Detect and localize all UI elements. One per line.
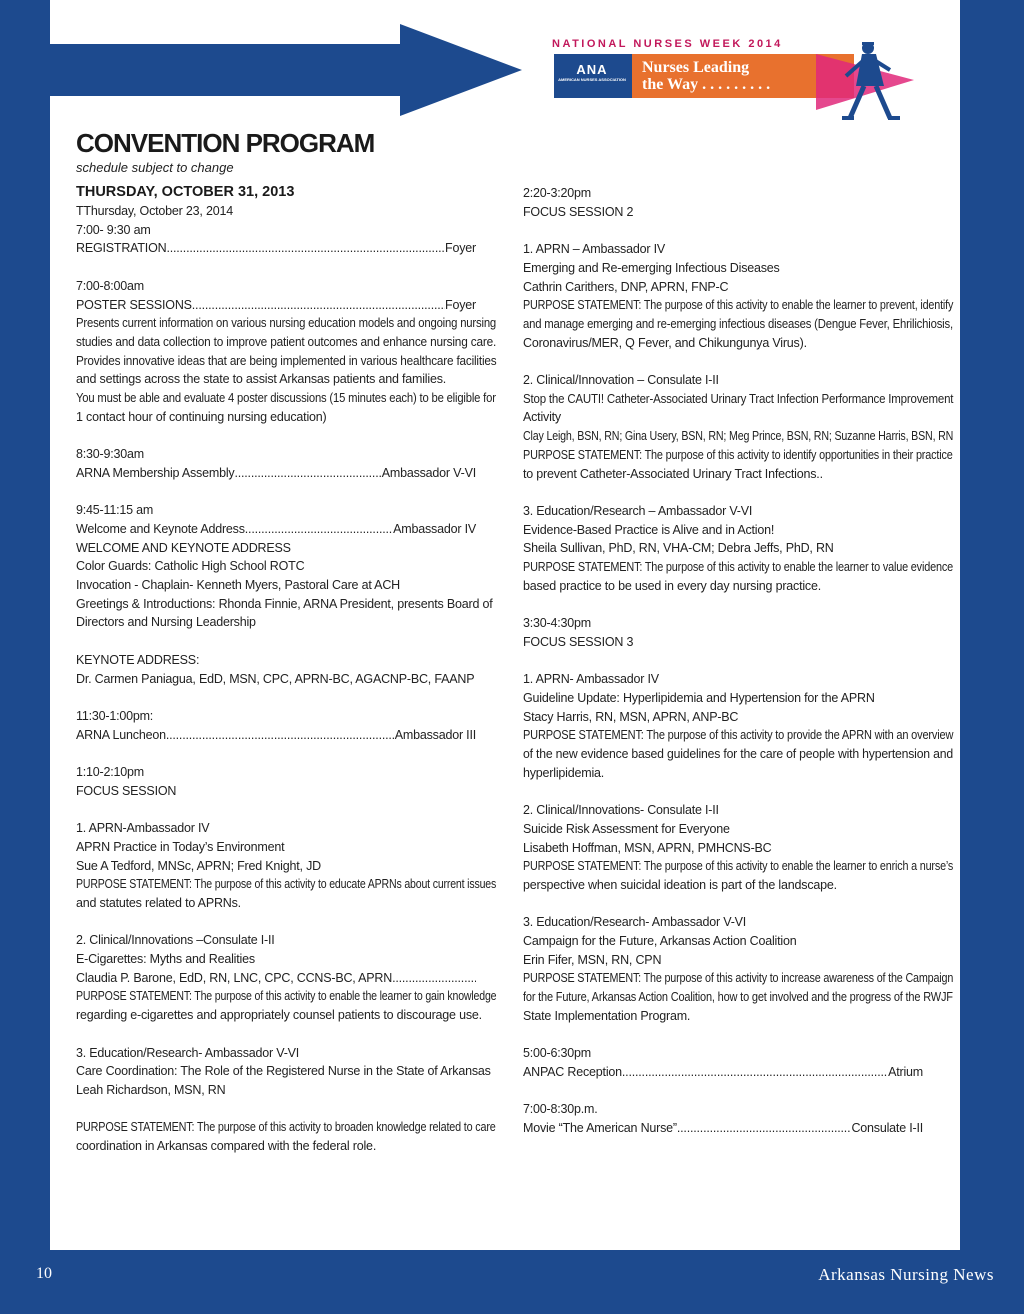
schedule-line: Leah Richardson, MSN, RN: [76, 1082, 226, 1097]
schedule-line: 2. Clinical/Innovations- Consulate I-II: [523, 803, 719, 818]
schedule-line: studies and data collection to improve patient outcomes and enhance nursing care.: [76, 334, 497, 349]
schedule-line: Cathrin Carithers, DNP, APRN, FNP-C: [523, 279, 729, 294]
schedule-line: PURPOSE STATEMENT: The purpose of this activity to educate APRNs about current issues: [76, 877, 497, 892]
day-heading: THURSDAY, OCTOBER 31, 2013: [76, 184, 295, 200]
schedule-line-text: Movie “The American Nurse”: [523, 1121, 677, 1135]
schedule-line: 7:00-8:00am: [76, 278, 144, 293]
schedule-line: Presents current information on various nursing education models and ongoing nursing: [76, 316, 497, 331]
schedule-line: [523, 1119, 953, 1137]
schedule-line-text: Welcome and Keynote Address: [76, 521, 245, 536]
schedule-location: Ambassador V-VI: [381, 465, 476, 480]
schedule-line: for the Future, Arkansas Action Coalition, how to get involved and the progress of the RWJF: [523, 990, 953, 1005]
dot-leader: [234, 464, 381, 482]
schedule-line: PURPOSE STATEMENT: The purpose of this activity to provide the APRN with an overview: [523, 728, 954, 743]
ana-logo: [554, 54, 630, 98]
schedule-line: PURPOSE STATEMENT: The purpose of this activity to enable the learner to prevent, identify: [523, 298, 954, 313]
page-subtitle: schedule subject to change: [76, 160, 234, 175]
schedule-line: to prevent Catheter-Associated Urinary Tract Infections..: [523, 466, 823, 481]
schedule-line: Suicide Risk Assessment for Everyone: [523, 821, 730, 836]
nurses-week-banner: [548, 34, 928, 124]
schedule-location: Atrium: [888, 1064, 923, 1079]
schedule-line: Dr. Carmen Paniagua, EdD, MSN, CPC, APRN-BC, AGACNP-BC, FAANP: [76, 671, 475, 686]
schedule-line: Lisabeth Hoffman, MSN, APRN, PMHCNS-BC: [523, 840, 772, 855]
dot-leader: [677, 1119, 852, 1137]
page-title: CONVENTION PROGRAM: [76, 128, 375, 158]
schedule-line: FOCUS SESSION 3: [523, 634, 634, 649]
schedule-line: 3. Education/Research- Ambassador V-VI: [76, 1045, 300, 1060]
schedule-line: PURPOSE STATEMENT: The purpose of this activity to enable the learner to enrich a nurse’s: [523, 859, 954, 874]
schedule-line: E-Cigarettes: Myths and Realities: [76, 952, 255, 966]
schedule-location: Consulate I-II: [851, 1121, 923, 1135]
schedule-line: 7:00- 9:30 am: [76, 222, 151, 237]
ana-logo-mark: ANA: [576, 62, 608, 77]
schedule-line-text: Claudia P. Barone, EdD, RN, LNC, CPC, CCNS-BC, APRN: [76, 970, 393, 985]
schedule-line-text: REGISTRATION: [76, 241, 167, 256]
schedule-line: regarding e-cigarettes and appropriately counsel patients to discourage use.: [76, 1008, 482, 1023]
schedule-line: [76, 726, 496, 744]
schedule-line: 9:45-11:15 am: [76, 503, 154, 518]
schedule-line: 1. APRN- Ambassador IV: [523, 672, 659, 687]
schedule-line: FOCUS SESSION 2: [523, 204, 634, 219]
schedule-line: Activity: [523, 410, 561, 425]
schedule-line: [76, 520, 496, 538]
schedule-line: coordination in Arkansas compared with the federal role.: [76, 1139, 377, 1153]
ana-logo-subtext: AMERICAN NURSES ASSOCIATION: [558, 77, 626, 82]
schedule-line-text: ARNA Luncheon: [76, 727, 166, 742]
dot-leader: [166, 726, 395, 744]
schedule-location: Ambassador III: [394, 727, 476, 742]
dot-leader: [166, 239, 445, 257]
schedule-line: and settings across the state to assist Arkansas patients and families.: [76, 372, 447, 387]
arrow-graphic: [50, 24, 530, 116]
schedule-line-text: POSTER SESSIONS: [76, 297, 192, 312]
schedule-line: [76, 239, 496, 257]
schedule-line: 7:00-8:30p.m.: [523, 1102, 598, 1117]
schedule-line: hyperlipidemia.: [523, 765, 605, 780]
walking-nurse-icon: [806, 40, 916, 124]
schedule-line: [76, 464, 496, 482]
schedule-line: PURPOSE STATEMENT: The purpose of this activity to enable the learner to gain knowledge: [76, 989, 497, 1004]
schedule-line: PURPOSE STATEMENT: The purpose of this activity to broaden knowledge related to care: [76, 1120, 496, 1135]
schedule-line: [76, 296, 496, 314]
schedule-line: Erin Fifer, MSN, RN, CPN: [523, 952, 662, 967]
schedule-line: 1. APRN-Ambassador IV: [76, 821, 210, 836]
schedule-line: 2. Clinical/Innovations –Consulate I-II: [76, 933, 275, 948]
dot-leader: [192, 296, 445, 314]
schedule-line-text: ARNA Membership Assembly: [76, 465, 235, 480]
schedule-line: Evidence-Based Practice is Alive and in Action!: [523, 522, 775, 537]
schedule-line: 2:20-3:20pm: [523, 186, 591, 200]
schedule-line: of the new evidence based guidelines for the care of people with hypertension and: [523, 747, 953, 761]
slogan-line-2: the Way . . . . . . . . .: [642, 76, 771, 93]
schedule-line: [76, 969, 496, 987]
schedule-line: WELCOME AND KEYNOTE ADDRESS: [76, 540, 291, 555]
dot-leader: [622, 1063, 888, 1081]
schedule-line: 1:10-2:10pm: [76, 765, 144, 779]
schedule-line: PURPOSE STATEMENT: The purpose of this activity to enable the learner to value evidence: [523, 560, 953, 574]
slogan-line-1: Nurses Leading: [642, 59, 750, 76]
schedule-line: Color Guards: Catholic High School ROTC: [76, 559, 305, 574]
schedule-line: 3. Education/Research- Ambassador V-VI: [523, 915, 747, 930]
schedule-line: 1 contact hour of continuing nursing education): [76, 409, 327, 424]
schedule-line: 2. Clinical/Innovation – Consulate I-II: [523, 373, 719, 387]
schedule-line: TThursday, October 23, 2014: [76, 204, 233, 218]
schedule-line: 3:30-4:30pm: [523, 616, 591, 631]
schedule-line: APRN Practice in Today’s Environment: [76, 839, 285, 854]
schedule-line: State Implementation Program.: [523, 1008, 691, 1023]
dot-leader: [392, 969, 476, 987]
schedule-line: Directors and Nursing Leadership: [76, 615, 256, 630]
schedule-location: Foyer: [445, 241, 476, 256]
schedule-line: PURPOSE STATEMENT: The purpose of this activity to identify opportunities in their practice: [523, 447, 953, 462]
schedule-line: FOCUS SESSION: [76, 783, 177, 798]
schedule-location: Foyer: [445, 297, 476, 312]
schedule-line: PURPOSE STATEMENT: The purpose of this activity to increase awareness of the Campaign: [523, 971, 954, 986]
schedule-line: based practice to be used in every day nursing practice.: [523, 578, 822, 593]
schedule-line: Invocation - Chaplain- Kenneth Myers, Pastoral Care at ACH: [76, 578, 400, 592]
schedule-line-text: ANPAC Reception: [523, 1064, 622, 1079]
schedule-line: Coronavirus/MER, Q Fever, and Chikungunya Virus).: [523, 335, 807, 350]
schedule-line: 3. Education/Research – Ambassador V-VI: [523, 503, 753, 518]
schedule-line: KEYNOTE ADDRESS:: [76, 652, 200, 667]
schedule-line: Emerging and Re-emerging Infectious Diseases: [523, 260, 780, 275]
schedule-line: Care Coordination: The Role of the Registered Nurse in the State of Arkansas: [76, 1064, 491, 1079]
schedule-line: and statutes related to APRNs.: [76, 895, 241, 910]
schedule-line: [523, 1063, 953, 1081]
schedule-line: Stacy Harris, RN, MSN, APRN, ANP-BC: [523, 709, 739, 724]
schedule-line: Campaign for the Future, Arkansas Action Coalition: [523, 934, 797, 948]
schedule-line: 1. APRN – Ambassador IV: [523, 242, 666, 257]
schedule-line: Stop the CAUTI! Catheter-Associated Urinary Tract Infection Performance Improvement: [523, 391, 954, 406]
publication-name: Arkansas Nursing News: [818, 1265, 994, 1284]
schedule-line: Provides innovative ideas that are being implemented in various healthcare facilities: [76, 353, 497, 368]
dot-leader: [245, 520, 393, 538]
schedule-location: Ambassador IV: [393, 521, 476, 536]
page-number: 10: [36, 1265, 52, 1282]
schedule-line: Clay Leigh, BSN, RN; Gina Usery, BSN, RN; Meg Prince, BSN, RN; Suzanne Harris, BSN, RN: [523, 429, 954, 444]
schedule-line: 11:30-1:00pm:: [76, 708, 154, 723]
schedule-line: Guideline Update: Hyperlipidemia and Hypertension for the APRN: [523, 690, 875, 705]
schedule-line: Sue A Tedford, MNSc, APRN; Fred Knight, JD: [76, 858, 321, 873]
schedule-line: 8:30-9:30am: [76, 447, 144, 462]
banner-title: NATIONAL NURSES WEEK 2014: [552, 38, 783, 50]
schedule-line: Greetings & Introductions: Rhonda Finnie, ARNA President, presents Board of: [76, 596, 493, 611]
schedule-line: You must be able and evaluate 4 poster discussions (15 minutes each) to be eligible for: [76, 391, 496, 405]
schedule-line: Sheila Sullivan, PhD, RN, VHA-CM; Debra Jeffs, PhD, RN: [523, 541, 834, 556]
schedule-line: 5:00-6:30pm: [523, 1046, 591, 1061]
schedule-line: perspective when suicidal ideation is part of the landscape.: [523, 877, 837, 892]
schedule-line: and manage emerging and re-emerging infectious diseases (Dengue Fever, Ehrilichiosis,: [523, 316, 953, 331]
